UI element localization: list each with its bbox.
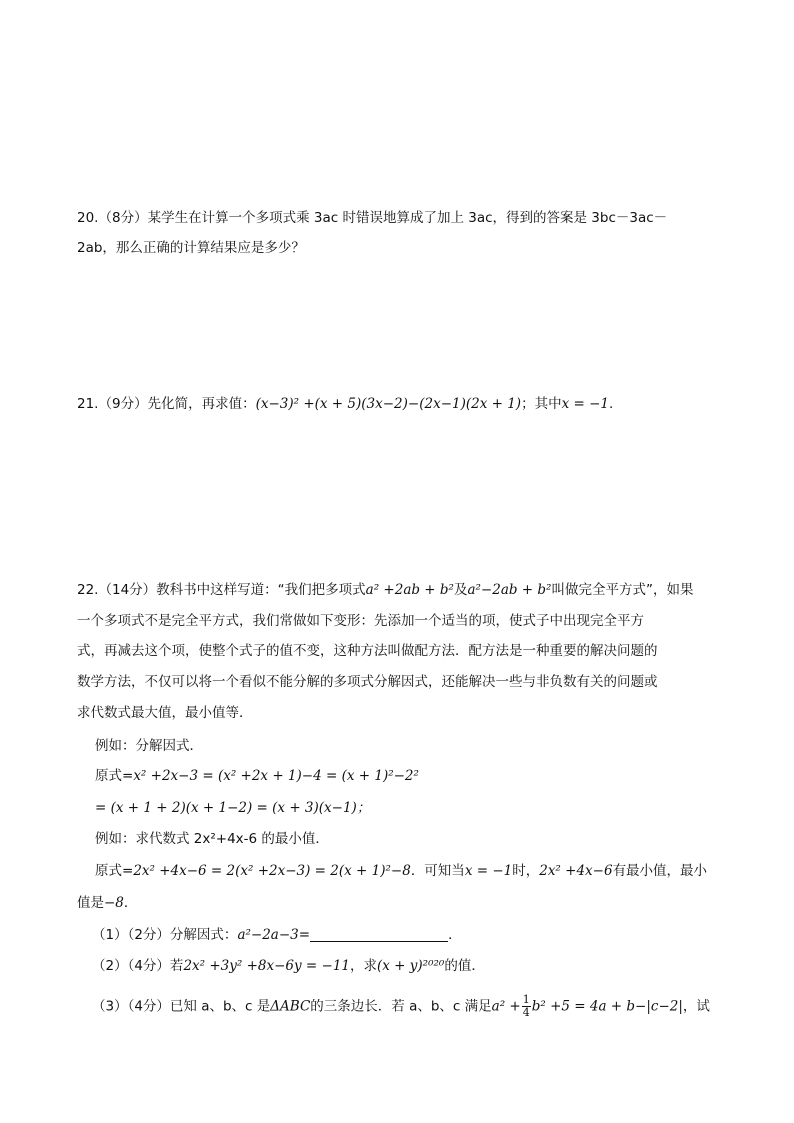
q21-line — [77, 394, 613, 414]
q22-intro-c: 叫做完全平方式”，如果 — [551, 582, 694, 598]
q22-sub-3-a: 的三条边长．若 a、b、c 满足 — [310, 998, 492, 1015]
q22-example-2-end: ． — [123, 895, 138, 911]
q22-sub-1 — [92, 925, 462, 945]
q22-number: 22. — [77, 582, 99, 598]
q21-expression: (x−3)² +(x + 5)(3x−2)−(2x−1)(2x + 1) — [255, 396, 522, 412]
q21-suffix: ；其中 — [521, 396, 562, 412]
q21-prefix: 先化简，再求值： — [147, 396, 256, 412]
q22-example-1-line-2 — [95, 798, 370, 818]
q22-example-1-expr-1: x² +2x−3 = (x² +2x + 1)−4 = (x + 1)²−2² — [133, 768, 419, 784]
q22-line-3: 式，再减去这个项，使整个式子的值不变，这种方法叫做配方法．配方法是一种重要的解决问题的 — [77, 643, 658, 659]
q20-line-2 — [77, 238, 305, 258]
q22-example-2-a: ．可知当 — [410, 863, 465, 879]
q22-example-2-title: 例如：求代数式 2x²+4x-6 的最小值． — [95, 831, 329, 847]
q21-end: . — [609, 396, 614, 412]
q22-example-1-title: 例如：分解因式． — [95, 738, 203, 754]
q22-line-2: 一个多项式不是完全平方式，我们常做如下变形：先添加一个适当的项，使式子中出现完全平方 — [77, 613, 644, 629]
q22-original-label-2: 原式= — [95, 863, 134, 879]
q22-line-5: 求代数式最大值，最小值等． — [77, 705, 253, 721]
q22-example-2-expr-2: 2x² +4x−6 — [539, 863, 613, 879]
q22-example-1-line-1 — [95, 766, 419, 786]
q22-example-2-expr: 2x² +4x−6 = 2(x² +2x−3) = 2(x + 1)²−8 — [133, 863, 411, 879]
q20-line-1 — [77, 208, 667, 228]
q20-text-a: 某学生在计算一个多项式乘 3ac 时错误地算成了加上 3ac，得到的答案是 3bc－3ac－ — [147, 210, 668, 226]
q22-intro-a: 教科书中这样写道：“我们把多项式 — [156, 582, 366, 598]
q22-line-4: 数学方法，不仅可以将一个看似不能分解的多项式分解因式，还能解决一些与非负数有关的问题或 — [77, 674, 658, 690]
q22-example-2-b: 时， — [512, 863, 540, 879]
q20-number: 20. — [77, 210, 99, 226]
q22-sub-1-label: （1）（2分）分解因式： — [92, 927, 238, 943]
q22-example-2-d: 值是 — [77, 895, 104, 911]
q22-sub-2-end: 的值． — [444, 958, 485, 974]
q22-sub-1-expr: a²−2a−3= — [237, 927, 311, 943]
q22-sub-3-triangle: ΔABC — [270, 998, 311, 1015]
fraction-numerator: 1 — [522, 993, 530, 1006]
answer-blank[interactable] — [310, 927, 448, 942]
q21-condition: x = −1 — [561, 396, 609, 412]
q22-example-2-line-2 — [77, 893, 137, 913]
q22-original-label: 原式= — [95, 768, 134, 784]
q22-square-plus: a² +2ab + b² — [365, 582, 454, 598]
q21-score: （9分） — [98, 396, 148, 412]
q22-sub-2-expr: 2x² +3y² +8x−6y = −11 — [183, 958, 350, 974]
q22-example-1-expr-2: = (x + 1 + 2)(x + 1−2) = (x + 3)(x−1)； — [95, 800, 371, 816]
q22-sub-3-expr-2: b² +5 = 4a + b−|c−2| — [531, 998, 683, 1015]
q22-sub-3-expr-1: a² + — [491, 998, 521, 1015]
q21-number: 21. — [77, 396, 99, 412]
q22-sub-3-end: ，试 — [682, 998, 710, 1015]
q22-example-2-c: 有最小值，最小 — [612, 863, 708, 879]
q22-sub-1-end: ． — [448, 927, 462, 943]
q22-sub-2-mid: ，求 — [350, 958, 377, 974]
q22-example-2-line-1 — [95, 861, 707, 881]
q22-line-1 — [77, 580, 693, 600]
q22-intro-b: 及 — [453, 582, 468, 598]
fraction-one-quarter — [522, 994, 531, 1019]
q22-square-minus: a²−2ab + b² — [467, 582, 552, 598]
q20-score: （8分） — [98, 210, 148, 226]
q22-score: （14分） — [98, 582, 157, 598]
q22-sub-3-label: （3）（4分）已知 a、b、c 是 — [92, 998, 271, 1015]
fraction-denominator: 4 — [522, 1006, 530, 1019]
q22-sub-2 — [92, 956, 485, 976]
q22-example-2-min: −8 — [104, 895, 124, 911]
q20-text-b: 2ab，那么正确的计算结果应是多少？ — [77, 240, 305, 256]
q22-example-2-cond: x = −1 — [464, 863, 513, 879]
q22-sub-3 — [92, 994, 710, 1019]
q22-sub-2-expr-2: (x + y)²⁰²⁰ — [377, 958, 445, 974]
q22-sub-2-label: （2）（4分）若 — [92, 958, 184, 974]
